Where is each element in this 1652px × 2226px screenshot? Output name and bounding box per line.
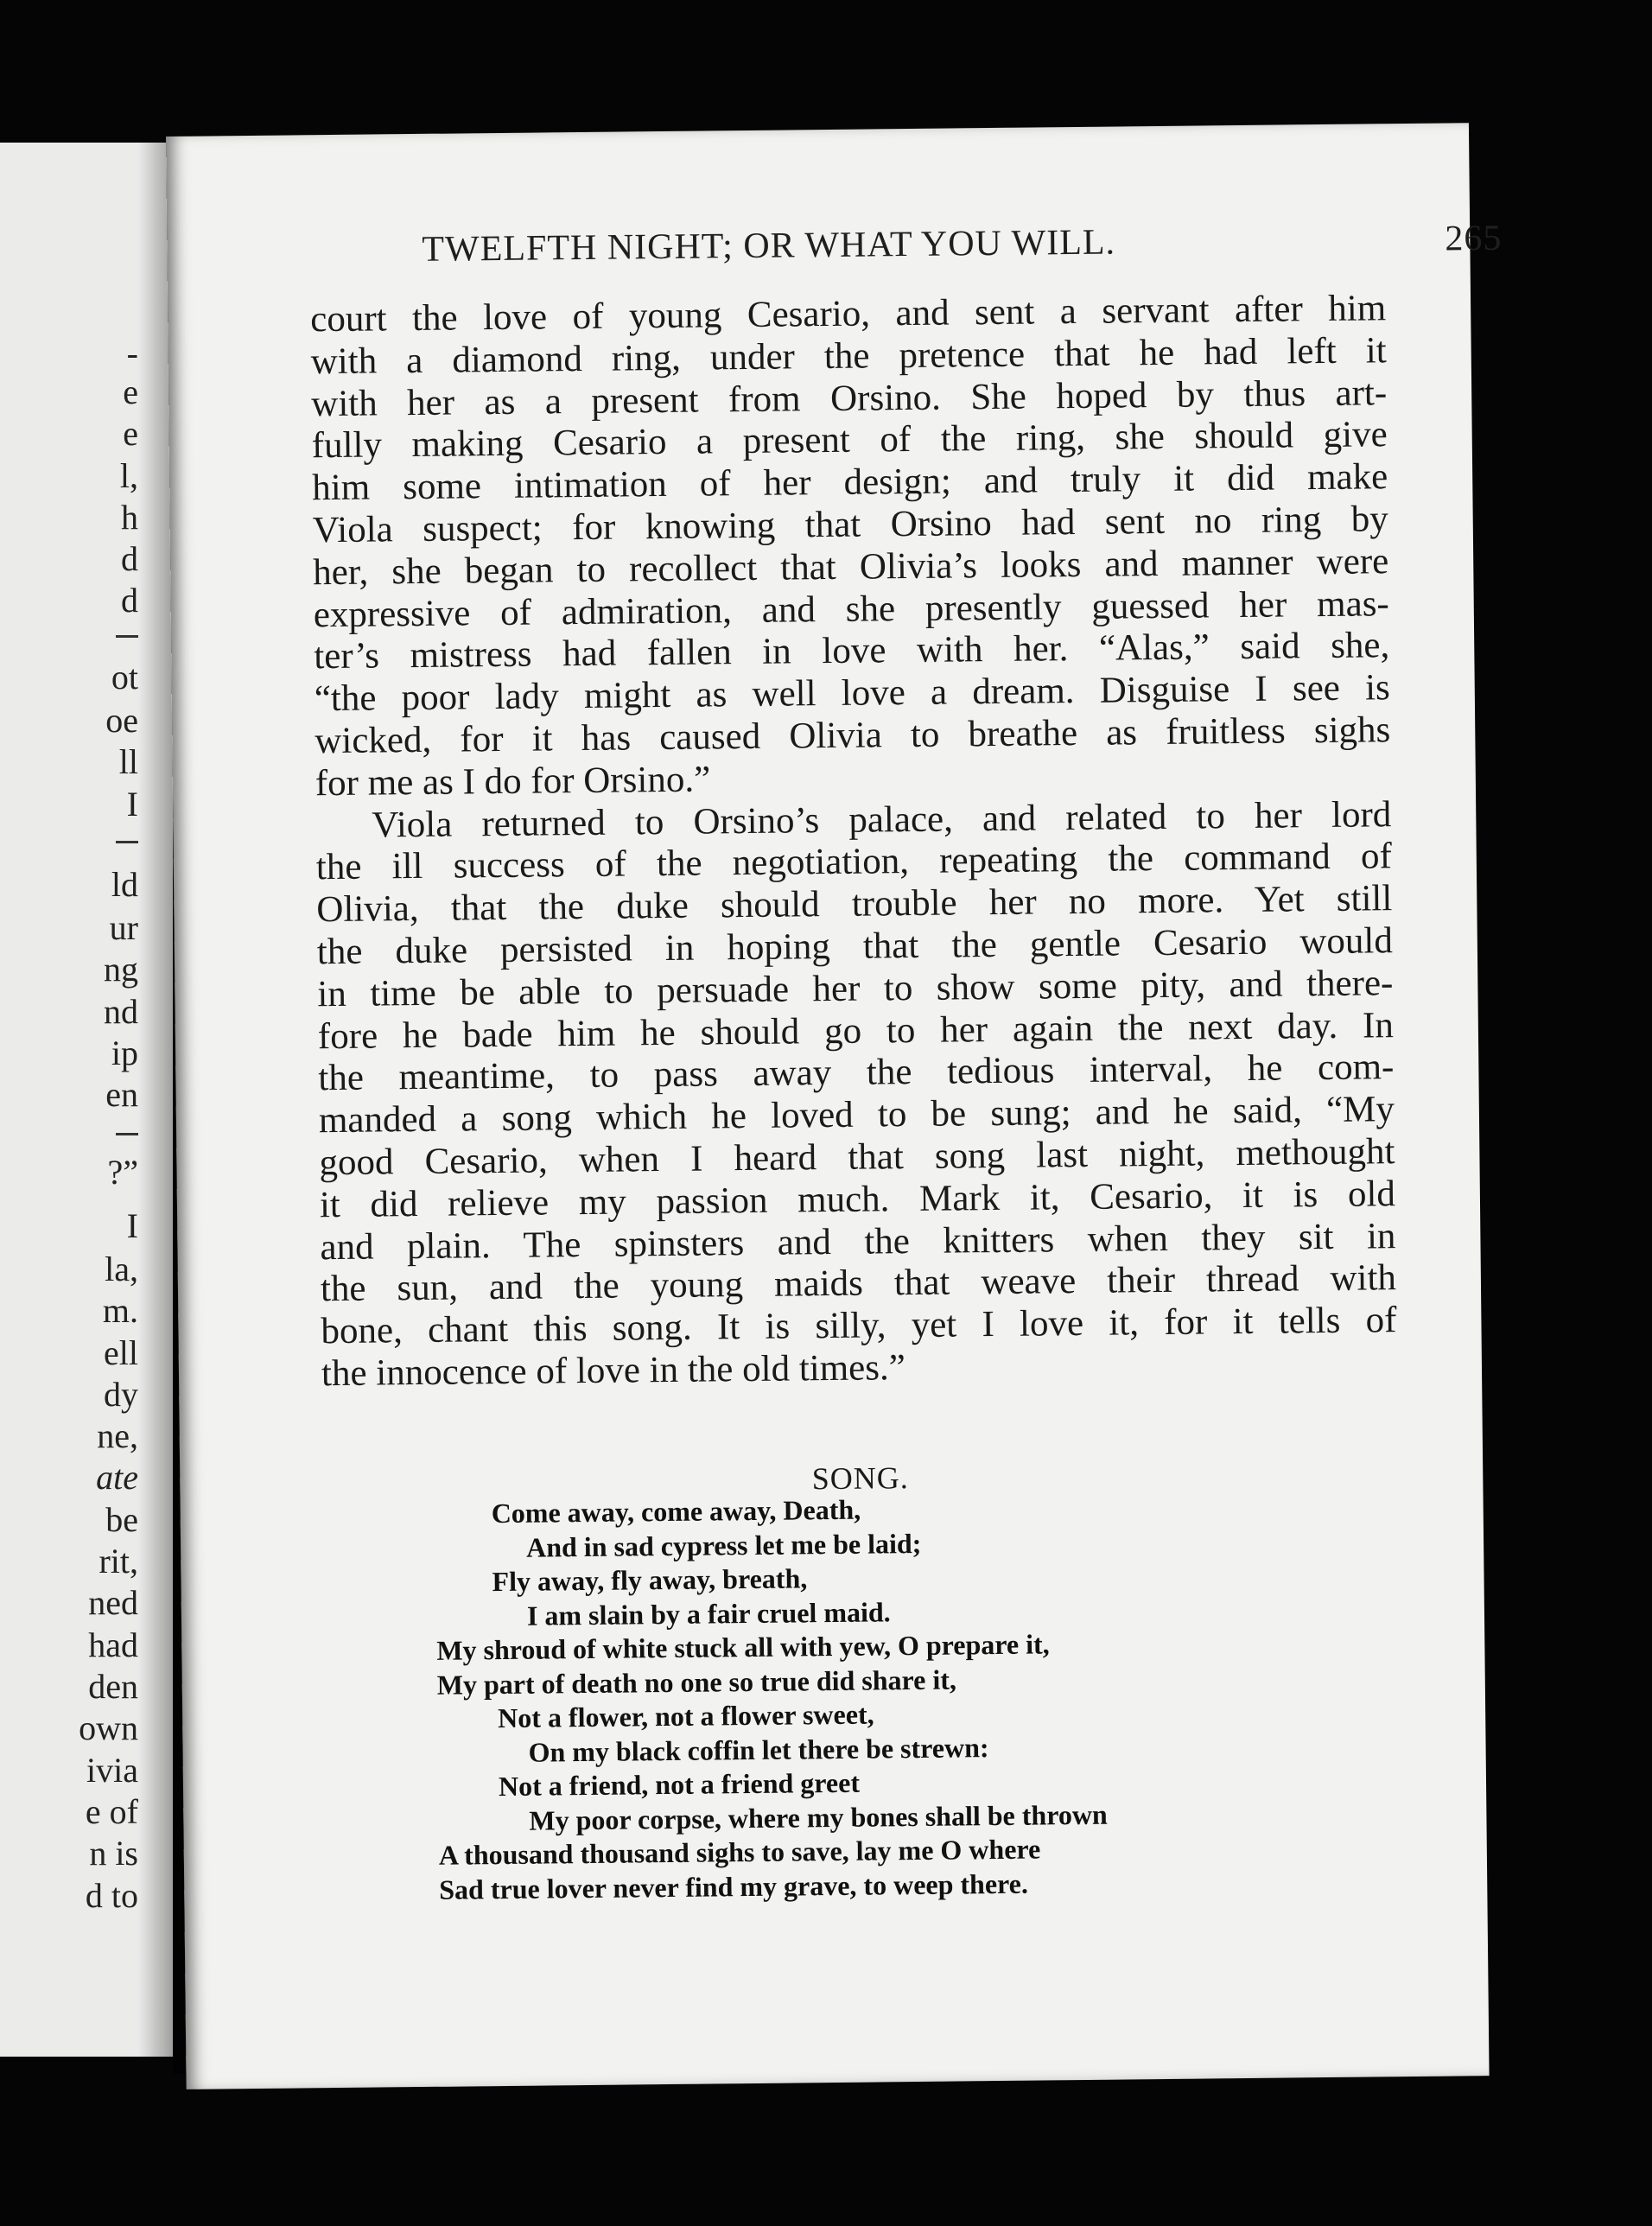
body-text <box>310 288 1397 1396</box>
poem-line: And in sad cypress let me be laid; <box>525 1527 922 1563</box>
body-line: him some intimation of her design; and truly it did make <box>312 456 1388 509</box>
left-page-fragment: den <box>88 1667 138 1706</box>
left-page-rule <box>116 635 138 638</box>
body-line: with her as a present from Orsino. She hoped by thus art- <box>311 372 1388 424</box>
left-page-fragment: had <box>88 1625 138 1664</box>
left-page-fragment: I <box>126 785 138 824</box>
body-line: Olivia, that the duke should trouble her no more. Yet still <box>316 878 1393 931</box>
left-page-fragment: d <box>121 539 138 578</box>
body-line: expressive of admiration, and she presently guessed her mas- <box>313 582 1389 635</box>
body-line: the duke persisted in hoping that the gentle Cesario would <box>316 920 1394 973</box>
left-page-fragment: ng <box>104 950 138 989</box>
left-page-fragment: ur <box>109 908 138 947</box>
body-line: fully making Cesario a present of the ring, she should give <box>311 414 1388 467</box>
left-page-fragment: I <box>126 1206 138 1245</box>
left-page-fragment: own <box>79 1708 138 1747</box>
body-line: good Cesario, when I heard that song last night, methought <box>319 1131 1395 1184</box>
body-line: bone, chant this song. It is silly, yet I love it, for it tells of <box>321 1300 1397 1352</box>
body-line: Viola suspect; for knowing that Orsino had sent no ring by <box>312 499 1388 551</box>
body-line: fore he bade him he should go to her again the next day. In <box>317 1004 1395 1057</box>
left-page-fragment: e <box>123 372 138 411</box>
page-number: 265 <box>1445 218 1503 259</box>
left-page-fragment: ell <box>104 1333 138 1372</box>
left-page-fragment: ld <box>111 865 138 904</box>
poem-line: My shroud of white stuck all with yew, O prepare it, <box>436 1628 1050 1666</box>
body-line: and plain. The spinsters and the knitters when they sit in <box>320 1215 1396 1268</box>
body-line: her, she began to recollect that Olivia’s looks and manner were <box>313 540 1389 594</box>
body-line: court the love of young Cesario, and sent a servant after him <box>309 288 1387 340</box>
left-page-fragment: la, <box>105 1250 138 1288</box>
left-page-fragment: - <box>126 334 138 372</box>
running-title: TWELFTH NIGHT; OR WHAT YOU WILL. <box>422 222 1116 270</box>
left-page-fragment: ned <box>88 1583 138 1622</box>
left-page-fragment: nd <box>104 992 138 1031</box>
left-page-fragment: dy <box>104 1375 138 1414</box>
left-page-fragment: rit, <box>98 1542 138 1580</box>
left-page-fragment: oe <box>105 701 138 740</box>
left-page-fragment: l, <box>119 456 138 495</box>
song-heading: SONG. <box>811 1460 910 1497</box>
body-line: for me as I do for Orsino.” <box>315 759 711 804</box>
body-line: in time be able to persuade her to show some pity, and there- <box>317 962 1394 1014</box>
body-line: wicked, for it has caused Olivia to breathe as fruitless sighs <box>315 709 1391 762</box>
left-page-fragment: d <box>121 581 138 620</box>
song-poem <box>323 1487 1403 1908</box>
left-page-rule <box>116 1133 138 1135</box>
left-page-fragment: ate <box>96 1458 138 1497</box>
left-page-fragment: ivia <box>86 1751 138 1790</box>
page-header <box>422 218 1503 281</box>
left-page-fragment: en <box>105 1075 138 1114</box>
poem-line: A thousand thousand sighs to save, lay me O where <box>438 1833 1041 1871</box>
left-page-fragment: ot <box>111 658 138 696</box>
left-page-fragment: e of <box>85 1792 138 1831</box>
left-page-fragment: ip <box>111 1034 138 1072</box>
left-page-fragment: ne, <box>97 1416 138 1455</box>
left-page-fragment: ll <box>118 742 138 781</box>
left-page-fragment: be <box>105 1500 138 1539</box>
poem-line: I am slain by a fair cruel maid. <box>526 1595 891 1631</box>
left-page <box>0 143 192 2057</box>
poem-line: Sad true lover never find my grave, to weep there. <box>439 1867 1029 1905</box>
body-line: the meantime, to pass away the tedious interval, he com- <box>318 1046 1395 1099</box>
body-line: manded a song which he loved to be sung; and he said, “My <box>318 1089 1395 1142</box>
poem-line: Not a flower, not a flower sweet, <box>497 1698 874 1734</box>
right-page <box>166 123 1503 2089</box>
left-page-fragment: n is <box>89 1834 138 1873</box>
body-line: it did relieve my passion much. Mark it, Cesario, it is old <box>319 1173 1396 1225</box>
poem-line: On my black coffin let there be strewn: <box>528 1731 989 1768</box>
body-line: the sun, and the young maids that weave their thread with <box>320 1257 1397 1310</box>
body-line: Viola returned to Orsino’s palace, and related to her lord <box>372 793 1392 846</box>
left-page-fragment: ?” <box>107 1153 138 1192</box>
body-line: with a diamond ring, under the pretence that he had left it <box>310 330 1387 383</box>
poem-line: Not a friend, not a friend greet <box>498 1766 861 1803</box>
poem-line: Fly away, fly away, breath, <box>492 1562 808 1598</box>
left-page-rule <box>116 841 138 843</box>
poem-line: My poor corpse, where my bones shall be thrown <box>529 1798 1108 1836</box>
left-page-fragment: e <box>123 414 138 453</box>
body-line: the ill success of the negotiation, repeating the command of <box>315 836 1393 888</box>
poem-line: Come away, come away, Death, <box>491 1493 861 1530</box>
body-line: the innocence of love in the old times.” <box>321 1347 906 1395</box>
left-page-fragment: d to <box>85 1876 138 1915</box>
body-line: ter’s mistress had fallen in love with her. “Alas,” said she, <box>314 625 1390 677</box>
left-page-fragment: h <box>121 498 138 537</box>
poem-line: My part of death no one so true did share it, <box>436 1663 957 1701</box>
left-page-fragment: m. <box>102 1291 138 1330</box>
body-line: “the poor lady might as well love a dream. Disguise I see is <box>314 667 1391 720</box>
